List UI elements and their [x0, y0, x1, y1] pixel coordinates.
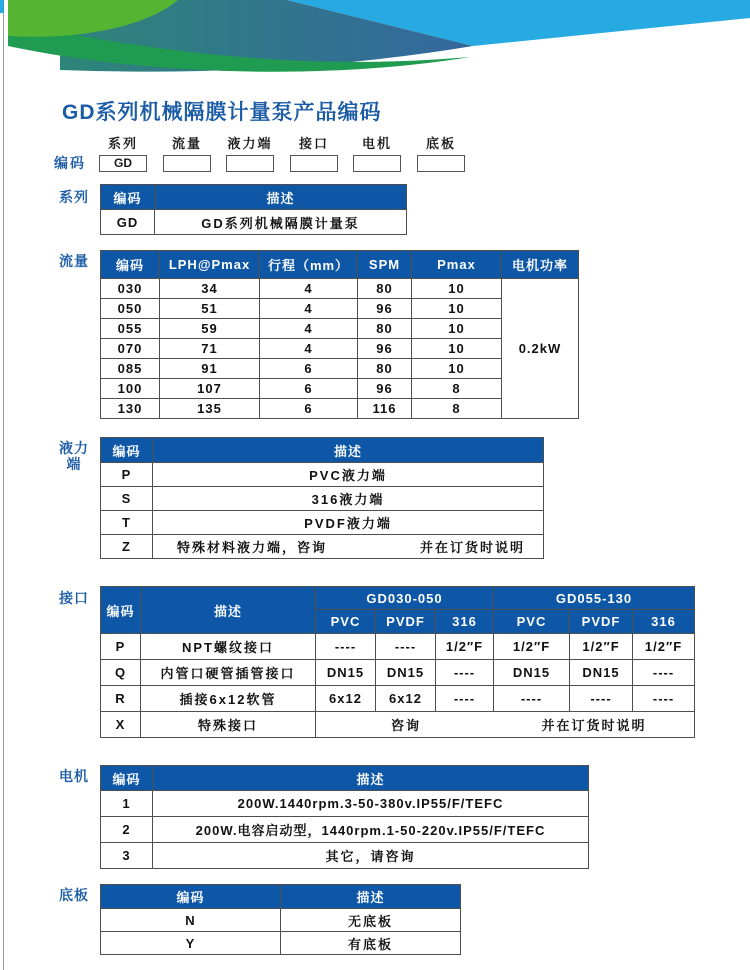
- code-field-label: 底板: [425, 136, 456, 151]
- code-field-hydraulic: [218, 133, 282, 172]
- table-cell: 96: [358, 379, 412, 399]
- table-cell: R: [101, 686, 141, 712]
- side-label-line: 液力: [59, 440, 89, 456]
- table-cell: 59: [160, 319, 260, 339]
- table-row: [101, 843, 589, 869]
- table-cell: 1/2″F: [494, 634, 570, 660]
- left-edge-line: [3, 13, 4, 970]
- table-cell: PVC液力端: [153, 463, 544, 487]
- table-cell: Z: [101, 535, 153, 559]
- table-cell: 3: [101, 843, 153, 869]
- table-cell: ----: [494, 686, 570, 712]
- table-cell: 030: [101, 279, 160, 299]
- table-cell: 80: [358, 319, 412, 339]
- table-cell: 10: [412, 319, 502, 339]
- table-cell: ----: [316, 634, 376, 660]
- table-cell: ----: [633, 686, 695, 712]
- column-header: 描述: [281, 885, 461, 909]
- table-cell: 116: [358, 399, 412, 419]
- code-field-label: 系列: [107, 136, 138, 151]
- table-cell: 91: [160, 359, 260, 379]
- column-header: 316: [436, 610, 494, 634]
- table-cell: ----: [436, 686, 494, 712]
- code-field-label: 流量: [171, 136, 202, 151]
- series-table: [100, 184, 407, 235]
- table-cell: 71: [160, 339, 260, 359]
- table-row: [101, 487, 544, 511]
- side-label-line: 端: [66, 456, 82, 472]
- table-cell: 80: [358, 279, 412, 299]
- table-cell: 8: [412, 379, 502, 399]
- table-row: [101, 535, 544, 559]
- column-header: 编码: [101, 587, 141, 634]
- code-field-flow: [155, 133, 219, 172]
- table-cell: 055: [101, 319, 160, 339]
- table-cell: 6x12: [376, 686, 436, 712]
- special-order-note-text: 并在订货时说明: [541, 718, 647, 733]
- column-header: Pmax: [412, 251, 502, 279]
- table-cell: GD系列机械隔膜计量泵: [155, 210, 407, 235]
- column-header: 316: [633, 610, 695, 634]
- table-cell: 8: [412, 399, 502, 419]
- table-cell: 050: [101, 299, 160, 319]
- table-cell: 2: [101, 817, 153, 843]
- code-field-label: 液力端: [227, 136, 273, 151]
- group-header: GD055-130: [494, 587, 695, 610]
- table-cell: S: [101, 487, 153, 511]
- table-cell: 107: [160, 379, 260, 399]
- base-table: [100, 884, 461, 955]
- table-cell: 130: [101, 399, 160, 419]
- table-cell: ----: [633, 660, 695, 686]
- special-consult-text: 咨询: [391, 718, 422, 733]
- table-row: [101, 791, 589, 817]
- table-row: [101, 817, 589, 843]
- table-cell: 4: [260, 279, 358, 299]
- table-cell: X: [101, 712, 141, 738]
- table-cell: 10: [412, 339, 502, 359]
- special-desc-left: 特殊材料液力端，咨询: [177, 540, 328, 555]
- motor-power-cell: 0.2kW: [502, 279, 579, 419]
- column-header: PVDF: [570, 610, 633, 634]
- column-header: PVC: [494, 610, 570, 634]
- table-cell: DN15: [316, 660, 376, 686]
- column-header: LPH@Pmax: [160, 251, 260, 279]
- table-cell: P: [101, 463, 153, 487]
- table-cell: 10: [412, 279, 502, 299]
- column-header: PVC: [316, 610, 376, 634]
- code-field-box: [226, 155, 274, 172]
- table-cell: 1: [101, 791, 153, 817]
- column-header: 编码: [101, 185, 155, 210]
- banner-wave-graphic: [0, 0, 750, 100]
- table-cell: 6: [260, 379, 358, 399]
- column-header: PVDF: [376, 610, 436, 634]
- side-label-series: 系列: [59, 189, 89, 205]
- table-cell: 插接6x12软管: [141, 686, 316, 712]
- hydraulic-table: [100, 437, 544, 559]
- table-cell: 4: [260, 319, 358, 339]
- table-row: [101, 634, 695, 660]
- table-cell: 10: [412, 359, 502, 379]
- table-cell: 6x12: [316, 686, 376, 712]
- code-field-box: [417, 155, 465, 172]
- side-label-hydraulic: [52, 440, 96, 472]
- table-cell: 34: [160, 279, 260, 299]
- table-cell: 085: [101, 359, 160, 379]
- table-cell: Q: [101, 660, 141, 686]
- table-cell: 6: [260, 399, 358, 419]
- table-cell: Y: [101, 932, 281, 955]
- table-cell: 51: [160, 299, 260, 319]
- banner-cyan-strip: [0, 0, 4, 13]
- table-cell: [153, 535, 544, 559]
- code-field-label: 电机: [361, 136, 392, 151]
- code-field-label: 接口: [298, 136, 329, 151]
- table-row: [101, 463, 544, 487]
- table-cell: DN15: [376, 660, 436, 686]
- table-cell: 4: [260, 299, 358, 319]
- table-cell: DN15: [494, 660, 570, 686]
- side-label-motor: 电机: [59, 768, 89, 784]
- table-cell: ----: [570, 686, 633, 712]
- column-header: 编码: [101, 885, 281, 909]
- code-field-base: [409, 133, 473, 172]
- table-cell: GD: [101, 210, 155, 235]
- column-header: 描述: [141, 587, 316, 634]
- code-field-series: [91, 133, 155, 172]
- special-desc-right: 并在订货时说明: [419, 540, 525, 555]
- table-cell: 6: [260, 359, 358, 379]
- table-cell: 特殊接口: [141, 712, 316, 738]
- table-cell: [316, 712, 695, 738]
- table-row: [101, 279, 579, 299]
- table-cell: PVDF液力端: [153, 511, 544, 535]
- table-cell: 135: [160, 399, 260, 419]
- table-cell: P: [101, 634, 141, 660]
- code-field-box: [163, 155, 211, 172]
- motor-table: [100, 765, 589, 869]
- code-field-box: [290, 155, 338, 172]
- column-header: 描述: [153, 438, 544, 463]
- column-header: 编码: [101, 766, 153, 791]
- table-cell: 1/2″F: [436, 634, 494, 660]
- code-field-interface: [282, 133, 346, 172]
- group-header: GD030-050: [316, 587, 494, 610]
- table-cell: ----: [376, 634, 436, 660]
- side-label-flow: 流量: [59, 253, 89, 269]
- interface-table: [100, 586, 695, 738]
- side-label-base: 底板: [59, 887, 89, 903]
- table-cell: 96: [358, 339, 412, 359]
- table-cell: T: [101, 511, 153, 535]
- code-field-box: GD: [99, 155, 147, 172]
- column-header: 描述: [153, 766, 589, 791]
- table-cell: 4: [260, 339, 358, 359]
- table-row: [101, 210, 407, 235]
- table-cell: 96: [358, 299, 412, 319]
- table-cell: 316液力端: [153, 487, 544, 511]
- table-row: [101, 712, 695, 738]
- table-row: [101, 511, 544, 535]
- table-cell: 内管口硬管插管接口: [141, 660, 316, 686]
- table-cell: 070: [101, 339, 160, 359]
- table-cell: 80: [358, 359, 412, 379]
- column-header: 编码: [101, 438, 153, 463]
- column-header: 行程（mm）: [260, 251, 358, 279]
- table-cell: ----: [436, 660, 494, 686]
- table-cell: NPT螺纹接口: [141, 634, 316, 660]
- flow-table: [100, 250, 579, 419]
- coding-row-label: 编码: [54, 155, 86, 171]
- table-cell: 1/2″F: [633, 634, 695, 660]
- page-title: GD系列机械隔膜计量泵产品编码: [62, 101, 382, 124]
- table-cell: 有底板: [281, 932, 461, 955]
- column-header: 编码: [101, 251, 160, 279]
- table-cell: 100: [101, 379, 160, 399]
- table-cell: 1/2″F: [570, 634, 633, 660]
- table-row: [101, 686, 695, 712]
- table-cell: 10: [412, 299, 502, 319]
- column-header: SPM: [358, 251, 412, 279]
- column-header: 描述: [155, 185, 407, 210]
- side-label-interface: 接口: [59, 590, 89, 606]
- column-header: 电机功率: [502, 251, 579, 279]
- table-row: [101, 660, 695, 686]
- table-cell: 200W.1440rpm.3-50-380v.IP55/F/TEFC: [153, 791, 589, 817]
- table-row: [101, 932, 461, 955]
- code-field-motor: [345, 133, 409, 172]
- table-cell: DN15: [570, 660, 633, 686]
- table-row: [101, 909, 461, 932]
- table-cell: 其它，请咨询: [153, 843, 589, 869]
- table-cell: 无底板: [281, 909, 461, 932]
- code-field-box: [353, 155, 401, 172]
- table-cell: 200W.电容启动型，1440rpm.1-50-220v.IP55/F/TEFC: [153, 817, 589, 843]
- table-cell: N: [101, 909, 281, 932]
